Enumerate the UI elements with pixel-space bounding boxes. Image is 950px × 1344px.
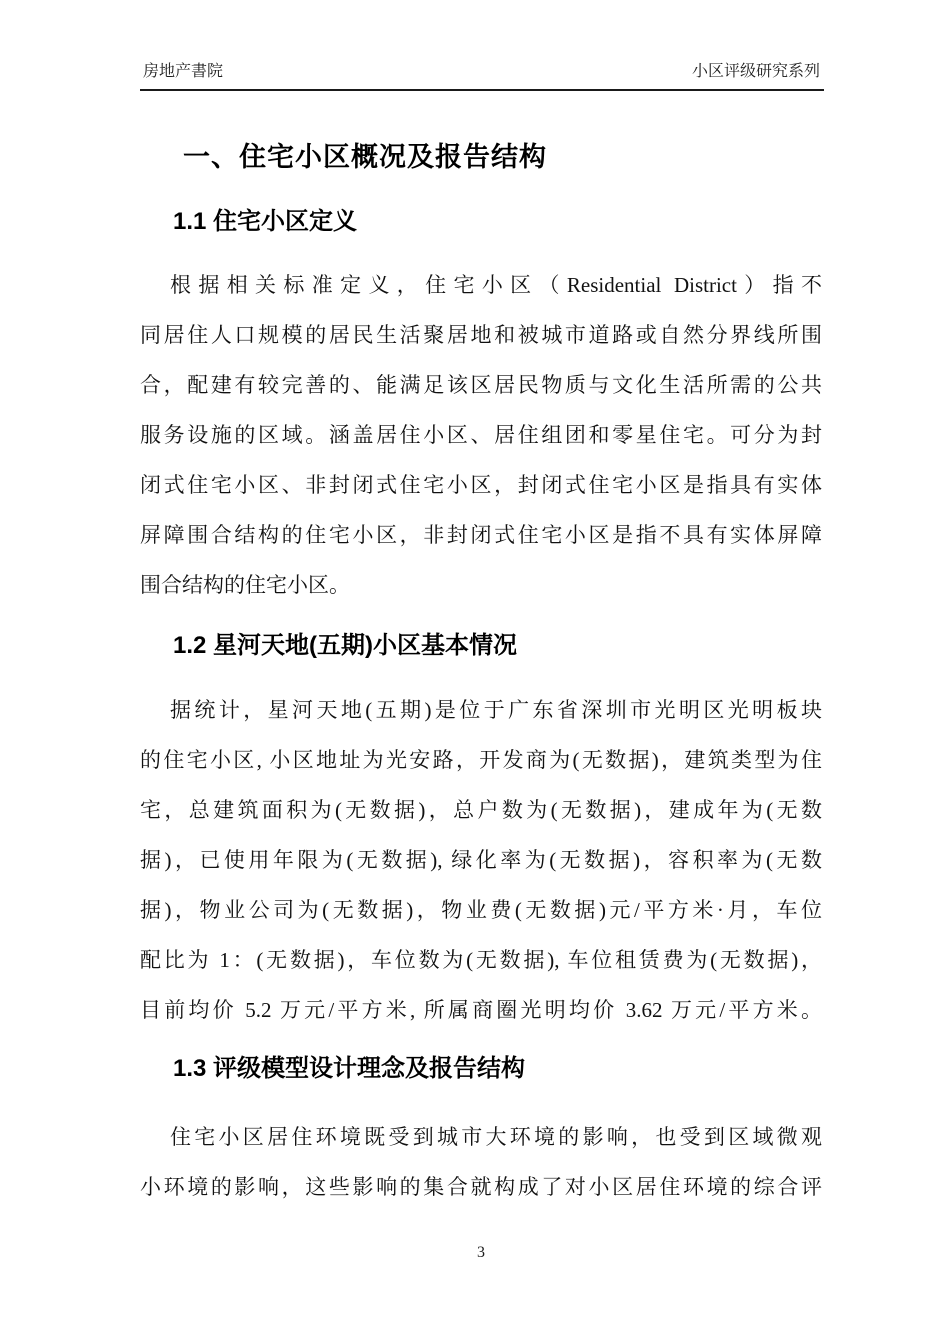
paragraph-basic-info: [140, 685, 822, 1035]
paragraph-line: 围合结构的住宅小区。: [140, 573, 350, 597]
paragraph-line: 据)，已使用年限为(无数据), 绿化率为(无数据)，容积率为(无数: [140, 848, 822, 872]
paragraph-definition: [140, 260, 822, 610]
paragraph-line: 配比为 1：(无数据)，车位数为(无数据), 车位租赁费为(无数据)，: [140, 948, 822, 972]
page-number: 3: [477, 1244, 485, 1261]
paragraph-line: 根据相关标准定义，住宅小区（Residential District）指不: [170, 273, 822, 297]
paragraph-line: 宅，总建筑面积为(无数据)，总户数为(无数据)，建成年为(无数: [140, 798, 822, 822]
paragraph-line: 据统计，星河天地(五期)是位于广东省深圳市光明区光明板块: [170, 698, 822, 722]
paragraph-line: 同居住人口规模的居民生活聚居地和被城市道路或自然分界线所围: [140, 323, 822, 347]
paragraph-model-design: [140, 1112, 822, 1212]
paragraph-line: 合，配建有较完善的、能满足该区居民物质与文化生活所需的公共: [140, 373, 822, 397]
paragraph-line: 的住宅小区, 小区地址为光安路，开发商为(无数据)，建筑类型为住: [140, 748, 822, 772]
paragraph-line: 屏障围合结构的住宅小区，非封闭式住宅小区是指不具有实体屏障: [140, 523, 822, 547]
chapter-title: 一、住宅小区概况及报告结构: [183, 142, 547, 172]
paragraph-line: 据)，物业公司为(无数据)，物业费(无数据)元/平方米·月，车位: [140, 898, 822, 922]
paragraph-line: 闭式住宅小区、非封闭式住宅小区，封闭式住宅小区是指具有实体: [140, 473, 822, 497]
section-heading-1-2: 1.2 星河天地(五期)小区基本情况: [173, 632, 518, 659]
paragraph-line: 目前均价 5.2 万元/平方米, 所属商圈光明均价 3.62 万元/平方米。: [140, 998, 822, 1022]
section-heading-1-3: 1.3 评级模型设计理念及报告结构: [173, 1055, 526, 1082]
paragraph-line: 小环境的影响，这些影响的集合就构成了对小区居住环境的综合评: [140, 1175, 822, 1199]
paragraph-line: 住宅小区居住环境既受到城市大环境的影响，也受到区域微观: [170, 1125, 822, 1149]
header-right-text: 小区评级研究系列: [691, 63, 820, 80]
section-heading-1-1: 1.1 住宅小区定义: [173, 208, 358, 235]
header-rule: [140, 89, 824, 91]
header-left-text: 房地产書院: [143, 63, 224, 80]
paragraph-line: 服务设施的区域。涵盖居住小区、居住组团和零星住宅。可分为封: [140, 423, 822, 447]
